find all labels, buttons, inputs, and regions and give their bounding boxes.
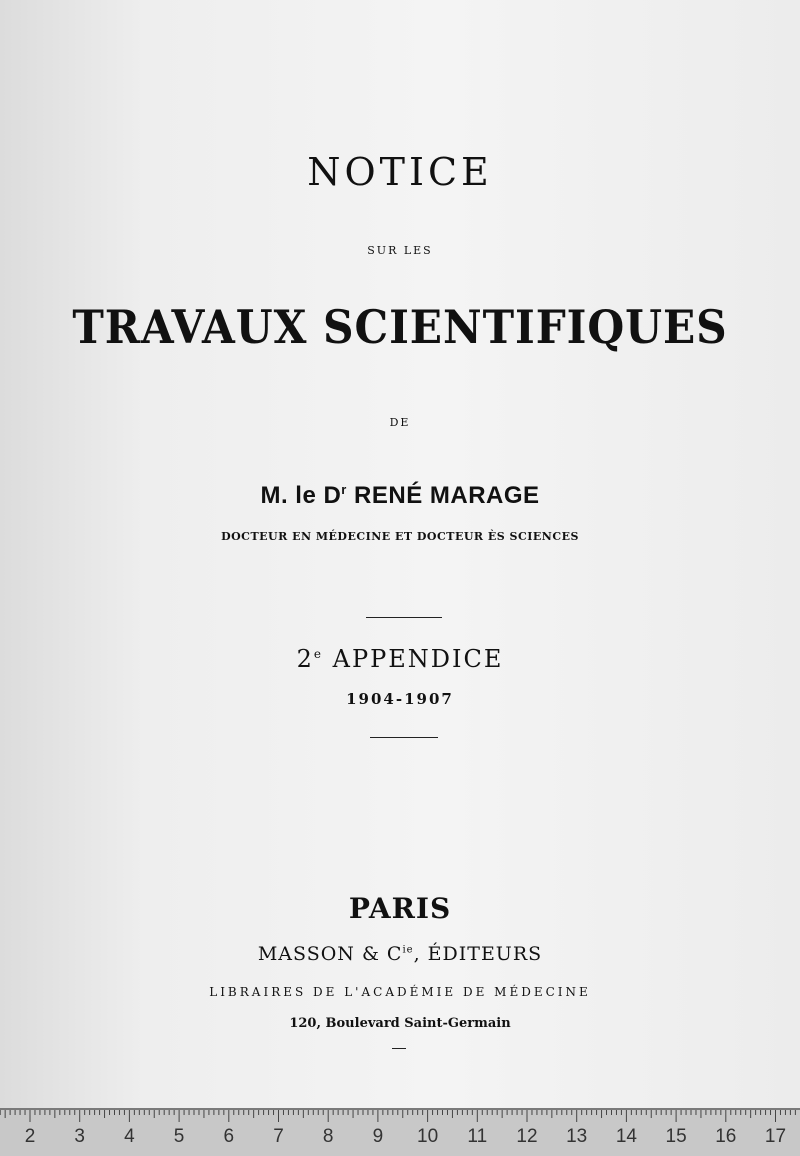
- ruler-number: 9: [372, 1126, 384, 1147]
- ruler-number: 13: [566, 1126, 588, 1147]
- ruler-number: 12: [516, 1126, 538, 1147]
- appendix-number: 2: [296, 645, 314, 673]
- divider-rule-2: [370, 737, 438, 738]
- imprint-city: PARIS: [348, 892, 452, 925]
- ruler-number: 16: [715, 1126, 737, 1147]
- ruler-number: 10: [417, 1126, 439, 1147]
- author-line: [0, 482, 800, 510]
- ruler-number: 4: [124, 1126, 135, 1147]
- appendix-line: [0, 645, 800, 673]
- publisher-line: [0, 943, 800, 965]
- ruler-number: 8: [322, 1126, 334, 1147]
- notice-heading: NOTICE: [307, 150, 493, 194]
- ruler-number: 5: [173, 1126, 185, 1147]
- ruler-number: 7: [273, 1126, 284, 1147]
- author-degrees: DOCTEUR EN MÉDECINE ET DOCTEUR ÈS SCIENCES: [221, 530, 579, 543]
- ruler-number: 2: [24, 1126, 36, 1147]
- author-prefix: M. le D: [260, 482, 342, 509]
- publisher-sup: ie: [402, 944, 414, 956]
- ruler-number: 15: [665, 1126, 687, 1147]
- publisher-address: 120, Boulevard Saint-Germain: [289, 1016, 511, 1031]
- publisher-name: MASSON & C: [257, 943, 403, 965]
- ruler-number: 17: [764, 1126, 787, 1147]
- appendix-sup: e: [313, 647, 323, 661]
- appendix-word: APPENDICE: [332, 645, 504, 673]
- end-rule: [392, 1048, 406, 1049]
- ruler-number: 14: [615, 1126, 637, 1147]
- libraires-line: LIBRAIRES DE L'ACADÉMIE DE MÉDECINE: [209, 985, 591, 999]
- author-sup: r: [341, 482, 347, 497]
- years: 1904-1907: [346, 690, 454, 708]
- publisher-role: , ÉDITEURS: [413, 943, 543, 965]
- main-title: TRAVAUX SCIENTIFIQUES: [72, 300, 728, 354]
- de-text: DE: [389, 416, 411, 429]
- ruler-number: 6: [223, 1126, 235, 1147]
- ruler-number: 3: [74, 1126, 85, 1147]
- sur-les-text: SUR LES: [367, 244, 433, 257]
- divider-rule-1: [366, 617, 442, 618]
- ruler-number: 11: [467, 1126, 488, 1147]
- measuring-ruler: [0, 1108, 800, 1156]
- author-name: RENÉ MARAGE: [354, 482, 540, 509]
